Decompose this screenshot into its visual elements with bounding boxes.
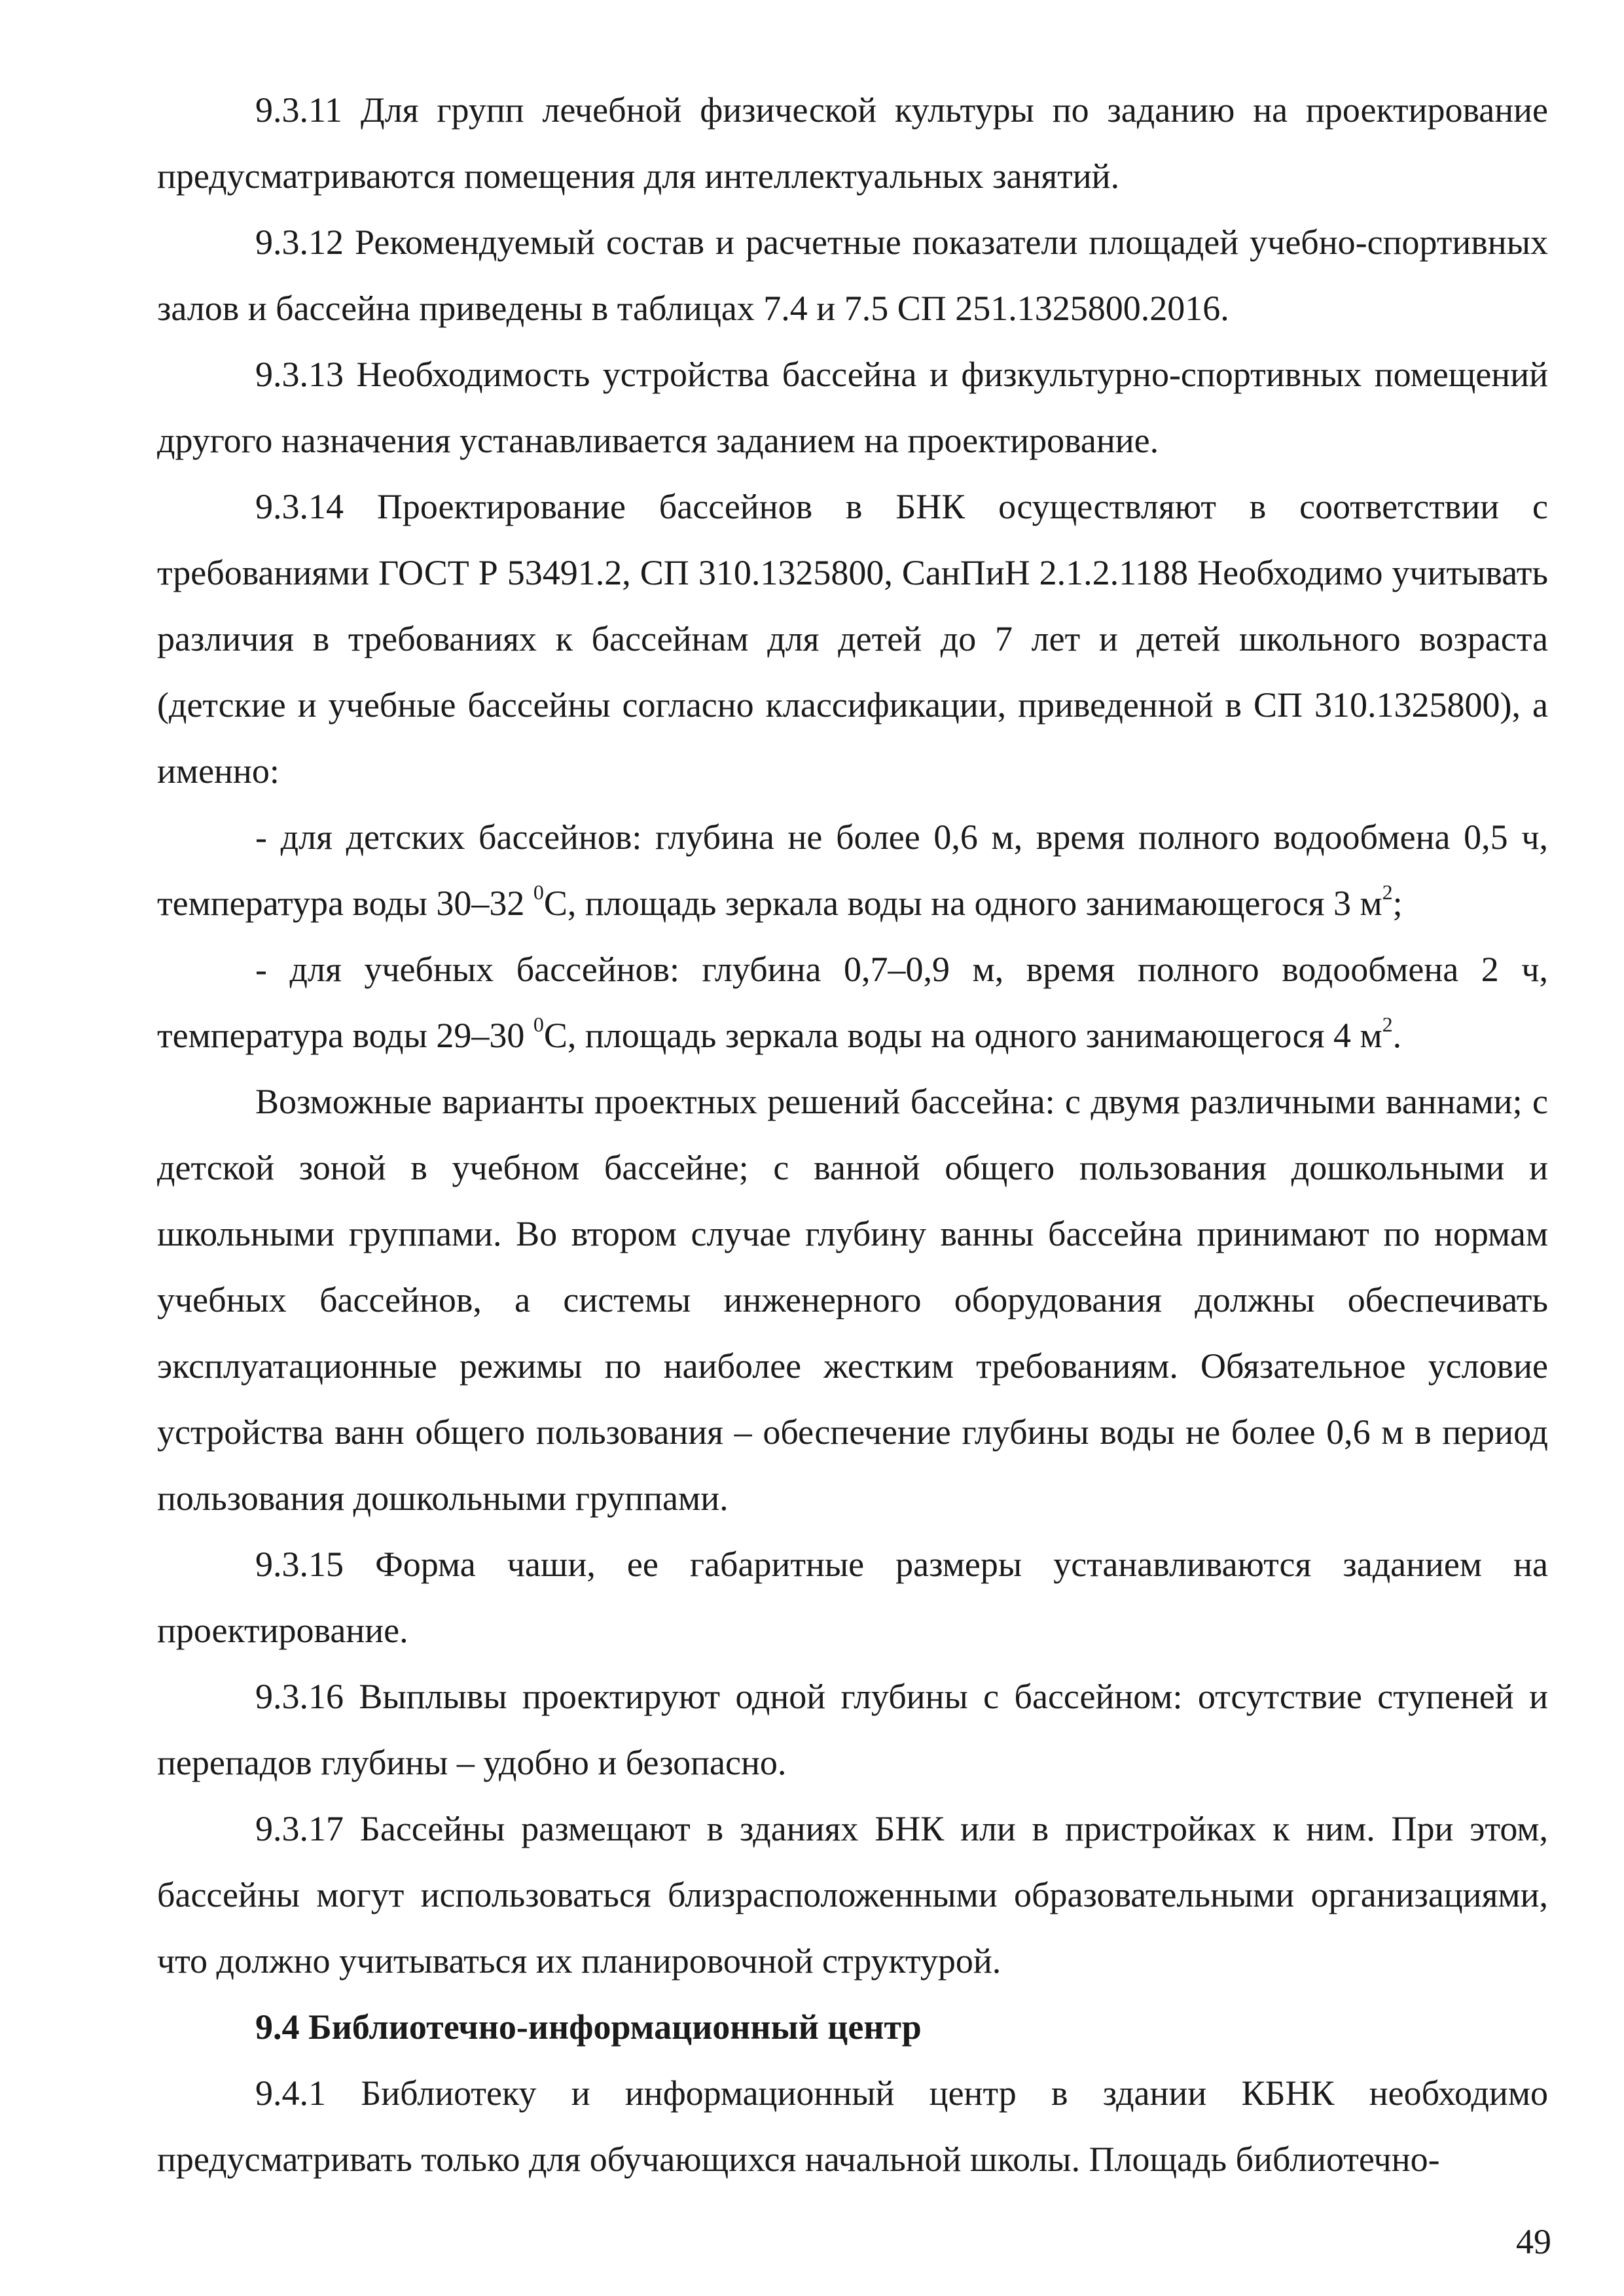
square-superscript: 2: [1382, 1013, 1393, 1036]
list-item-text: С, площадь зеркала воды на одного занимающегося 3 м: [543, 884, 1382, 923]
page-number: 49: [1516, 2222, 1551, 2261]
paragraph-9-4-1: 9.4.1 Библиотеку и информационный центр в здании КБНК необходимо предусматривать только для обучающихся начальной школы. Площадь библиотечно-: [157, 2073, 1548, 2179]
paragraph-9-3-13: 9.3.13 Необходимость устройства бассейна и физкультурно-спортивных помещений другого назначения устанавливается заданием на проектирование.: [157, 355, 1548, 460]
paragraph-9-3-17: 9.3.17 Бассейны размещают в зданиях БНК или в пристройках к ним. При этом, бассейны могут использоваться близрасположенными образовательными организациями, что должно учитываться их планировочной структурой.: [157, 1809, 1548, 1981]
list-item-punctuation: ;: [1392, 884, 1403, 923]
degree-superscript: 0: [533, 1013, 544, 1036]
paragraph-pool-design-options: Возможные варианты проектных решений бассейна: с двумя различными ваннами; с детской зоной в учебном бассейне; с ванной общего пользования дошкольными и школьными группами. Во втором случае глубину ванны бассейна принимают по нормам учебных бассейнов, а системы инженерного оборудования должны обеспечивать эксплуатационные режимы по наиболее жестким требованиям. Обязательное условие устройства ванн общего пользования – обеспечение глубины воды не более 0,6 м в период пользования дошкольными группами.: [157, 1082, 1548, 1518]
document-page: [157, 77, 1548, 2193]
square-superscript: 2: [1382, 880, 1393, 904]
paragraph-9-3-14: 9.3.14 Проектирование бассейнов в БНК осуществляют в соответствии с требованиями ГОСТ Р 53491.2, СП 310.1325800, СанПиН 2.1.2.1188 Необходимо учитывать различия в требованиях к бассейнам для детей до 7 лет и детей школьного возраста (детские и учебные бассейны согласно классификации, приведенной в СП 310.1325800), а именно:: [157, 487, 1548, 791]
list-item-punctuation: .: [1392, 1016, 1402, 1055]
list-item-text: - для детских бассейнов: глубина не более 0,6 м, время полного водообмена 0,5 ч, температура воды 30–32: [157, 817, 1548, 923]
paragraph-9-3-16: 9.3.16 Выплывы проектируют одной глубины с бассейном: отсутствие ступеней и перепадов глубины – удобно и безопасно.: [157, 1677, 1548, 1782]
list-item-training-pools: [157, 937, 1548, 1069]
paragraph-9-3-11: 9.3.11 Для групп лечебной физической культуры по заданию на проектирование предусматриваются помещения для интеллектуальных занятий.: [157, 90, 1548, 196]
list-item-children-pools: [157, 804, 1548, 937]
paragraph-9-3-12: 9.3.12 Рекомендуемый состав и расчетные показатели площадей учебно-спортивных залов и бассейна приведены в таблицах 7.4 и 7.5 СП 251.1325800.2016.: [157, 223, 1548, 328]
paragraph-9-3-15: 9.3.15 Форма чаши, ее габаритные размеры устанавливаются заданием на проектирование.: [157, 1545, 1548, 1650]
degree-superscript: 0: [533, 880, 544, 904]
section-heading-9-4: 9.4 Библиотечно-информационный центр: [255, 2007, 922, 2047]
list-item-text: С, площадь зеркала воды на одного занимающегося 4 м: [543, 1016, 1382, 1055]
list-item-text: - для учебных бассейнов: глубина 0,7–0,9 м, время полного водообмена 2 ч, температура воды 29–30: [157, 950, 1548, 1055]
